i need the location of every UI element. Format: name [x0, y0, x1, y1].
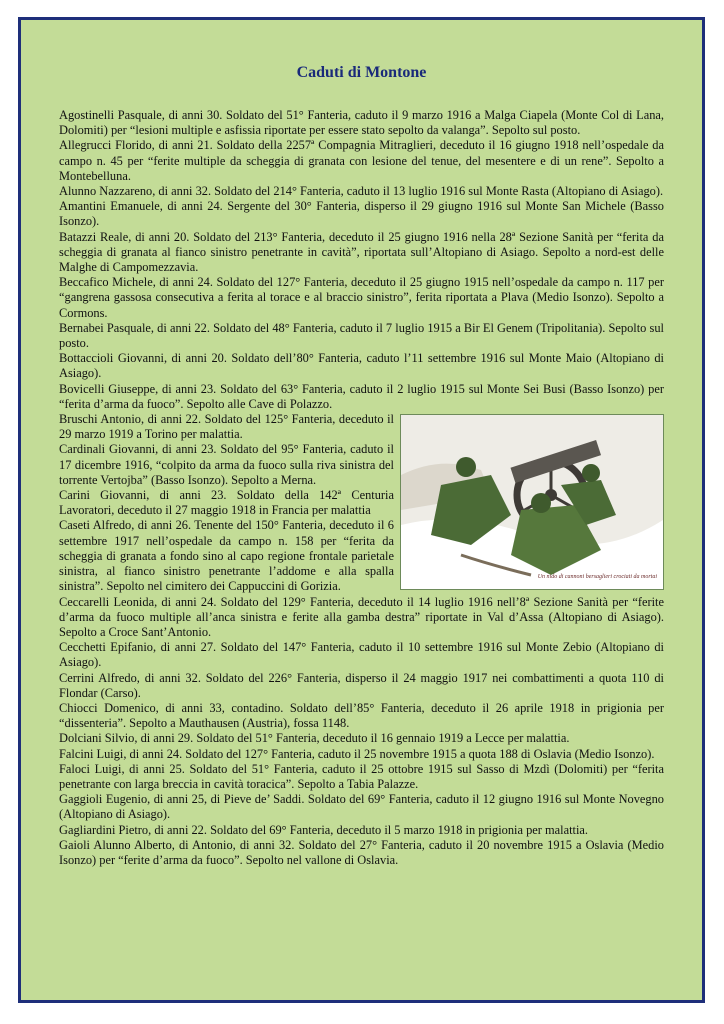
entry: Cerrini Alfredo, di anni 32. Soldato del 226° Fanteria, disperso il 24 maggio 1917 nei combattimenti a quota 110 di Flondar (Carso). — [59, 670, 664, 700]
entries-list — [59, 108, 664, 868]
entry: Agostinelli Pasquale, di anni 30. Soldato del 51° Fanteria, caduto il 9 marzo 1916 a Malga Ciapela (Monte Col di Lana, Dolomiti) per “lesioni multiple e asfissia riportate per essere stato sepolto da valanga”. Sepolto sul posto. — [59, 108, 664, 138]
entry: Cecchetti Epifanio, di anni 27. Soldato del 147° Fanteria, caduto il 10 settembre 1916 sul Monte Zebio (Altopiano di Asiago). — [59, 640, 664, 670]
entry: Allegrucci Florido, di anni 21. Soldato della 2257ª Compagnia Mitraglieri, deceduto il 16 giugno 1918 nell’ospedale da campo n. 45 per “ferite multiple da scheggia di granata con lesione del tenue, del mesentere e di un rene”. Sepolto a Montebelluna. — [59, 138, 664, 183]
page-frame — [18, 17, 705, 1003]
entry: Chiocci Domenico, di anni 33, contadino. Soldato dell’85° Fanteria, deceduto il 26 aprile 1918 in prigionia per “dissenteria”. Sepolto a Mauthausen (Austria), fossa 1148. — [59, 700, 664, 731]
entry: Bottaccioli Giovanni, di anni 20. Soldato dell’80° Fanteria, caduto l’11 settembre 1916 sul Monte Maio (Altopiano di Asiago). — [59, 351, 664, 381]
entry: Beccafico Michele, di anni 24. Soldato del 127° Fanteria, deceduto il 25 giugno 1915 nell’ospedale da campo n. 117 per “gangrena gassosa consecutiva a ferita al torace e al braccio sinistro”, ferita riportata a Plava (Medio Isonzo). Sepolto a Cormons. — [59, 275, 664, 320]
entry: Carini Giovanni, di anni 23. Soldato della 142ª Centuria Lavoratori, deceduto il 27 maggio 1918 in Francia per malattia — [59, 488, 394, 518]
entry: Dolciani Silvio, di anni 29. Soldato del 51° Fanteria, deceduto il 16 gennaio 1919 a Lecce per malattia. — [59, 731, 570, 746]
entry: Falcini Luigi, di anni 24. Soldato del 127° Fanteria, caduto il 25 novembre 1915 a quota 188 di Oslavia (Medio Isonzo). — [59, 746, 655, 761]
entry: Faloci Luigi, di anni 25. Soldato del 51° Fanteria, caduto il 25 ottobre 1915 sul Sasso di Mzdì (Dolomiti) per “ferita penetrante con larga breccia in cavità toracica”. Sepolto a Tabia Palazze. — [59, 761, 664, 791]
entry: Bovicelli Giuseppe, di anni 23. Soldato del 63° Fanteria, caduto il 2 luglio 1915 sul Monte Sei Busi (Basso Isonzo) per “ferita d’arma da fuoco”. Sepolto alle Cave di Polazzo. — [59, 381, 664, 411]
entry: Caseti Alfredo, di anni 26. Tenente del 150° Fanteria, deceduto il 6 settembre 1917 nell’ospedale da campo n. 158 per “ferita da scheggia di granata a fondo sino al capo regione frontale parietale sinistra, al fianco sinistro penetrante l’addome e alla spalla sinistra”. Sepolto nel cimitero dei Cappuccini di Gorizia. — [59, 518, 394, 594]
entry: Amantini Emanuele, di anni 24. Sergente del 30° Fanteria, disperso il 29 giugno 1916 sul Monte San Michele (Basso Isonzo). — [59, 199, 664, 229]
entry: Cardinali Giovanni, di anni 23. Soldato del 95° Fanteria, caduto il 17 dicembre 1916, “colpito da arma da fuoco sulla riva sinistra del torrente Vertojba” (Basso Isonzo). Sepolto a Merna. — [59, 442, 394, 487]
entry: Gaggioli Eugenio, di anni 25, di Pieve de’ Saddi. Soldato del 69° Fanteria, caduto il 12 giugno 1916 sul Monte Novegno (Altopiano di Asiago). — [59, 792, 664, 822]
page-title: Caduti di Montone — [296, 64, 427, 81]
entry: Bernabei Pasquale, di anni 22. Soldato del 48° Fanteria, caduto il 7 luglio 1915 a Bir El Genem (Tripolitania). Sepolto sul posto. — [59, 320, 664, 351]
entry: Gagliardini Pietro, di anni 22. Soldato del 69° Fanteria, deceduto il 5 marzo 1918 in prigionia per malattia. — [59, 822, 589, 837]
image-caption: Un nido di cannoni bersaglieri crociati da mortai — [537, 573, 657, 580]
entry: Alunno Nazzareno, di anni 32. Soldato del 214° Fanteria, caduto il 13 luglio 1916 sul Monte Rasta (Altopiano di Asiago). — [59, 184, 664, 199]
entry: Gaioli Alunno Alberto, di Antonio, di anni 32. Soldato del 27° Fanteria, caduto il 20 novembre 1915 a Oslavia (Medio Isonzo) per “ferite d’arma da fuoco”. Sepolto nel vallone di Oslavia. — [59, 837, 664, 867]
entry: Ceccarelli Leonida, di anni 24. Soldato del 129° Fanteria, deceduto il 14 luglio 1916 nell’8ª Sezione Sanità per “ferite d’arma da fuoco multiple all’anca sinistra e ferite alla gamba destra” riportate in Val d’Assa (Altopiano di Asiago). Sepolto a Croce Sant’Antonio. — [59, 594, 664, 639]
entry: Bruschi Antonio, di anni 22. Soldato del 125° Fanteria, deceduto il 29 marzo 1919 a Torino per malattia. — [59, 412, 394, 442]
soldiers-cannon-illustration — [400, 414, 664, 590]
entry: Batazzi Reale, di anni 20. Soldato del 213° Fanteria, deceduto il 25 giugno 1916 nella 28ª Sezione Sanità per “ferita da scheggia di granata al fianco sinistro penetrante in cavità”, riportata sull’Altopiano di Asiago. Sepolto a nord-est delle Malghe di Campomezzavia. — [59, 229, 664, 275]
